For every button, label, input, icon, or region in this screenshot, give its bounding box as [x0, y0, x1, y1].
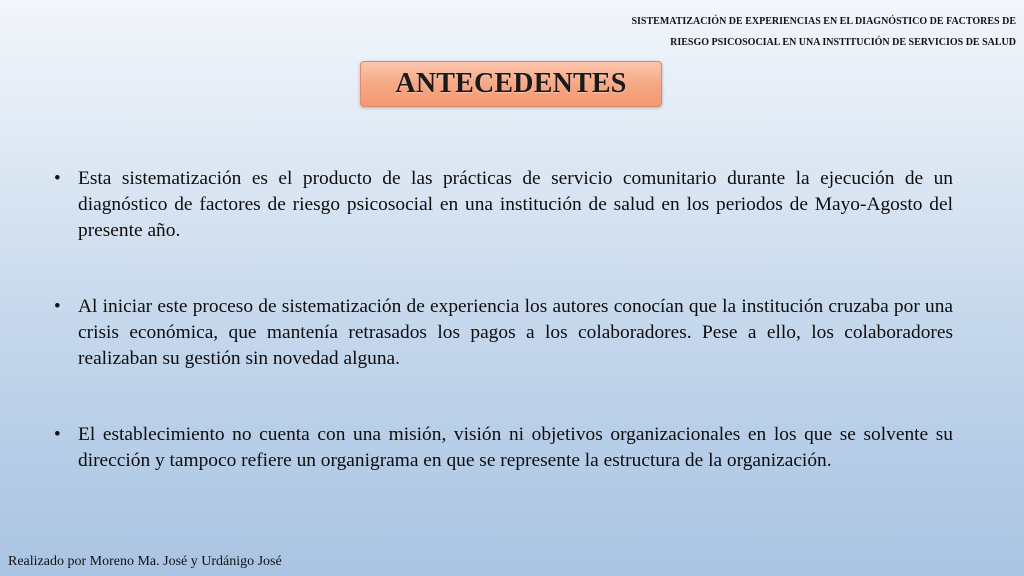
- bullet-dot-icon: •: [54, 168, 61, 189]
- bullet-text: Al iniciar este proceso de sistematización de experiencia los autores conocían que la institución cruzaba por una crisis económica, que mantenía retrasados los pagos a los colaboradores. Pese a ello, los colaboradores realizaban su gestión sin novedad alguna.: [78, 296, 953, 369]
- bullet-text: El establecimiento no cuenta con una misión, visión ni objetivos organizacionales en los que se solvente su dirección y tampoco refiere un organigrama en que se represente la estructura de la organización.: [78, 424, 953, 471]
- slide-title: ANTECEDENTES: [395, 68, 627, 99]
- bullet-dot-icon: •: [54, 424, 61, 445]
- footer-credits: Realizado por Moreno Ma. José y Urdánigo José: [8, 554, 282, 569]
- header-line-1: SISTEMATIZACIÓN DE EXPERIENCIAS EN EL DIAGNÓSTICO DE FACTORES DE: [631, 16, 1016, 27]
- bullet-list: [52, 166, 953, 474]
- slide-header: [456, 11, 1016, 53]
- bullet-dot-icon: •: [54, 296, 61, 317]
- bullet-text: Esta sistematización es el producto de las prácticas de servicio comunitario durante la ejecución de un diagnóstico de factores de riesgo psicosocial en una institución de salud en los periodos de Mayo-Agosto del presente año.: [78, 168, 953, 241]
- bullet-item: [52, 294, 953, 372]
- bullet-item: [52, 166, 953, 244]
- header-line-2: RIESGO PSICOSOCIAL EN UNA INSTITUCIÓN DE SERVICIOS DE SALUD: [670, 37, 1016, 48]
- bullet-item: [52, 422, 953, 474]
- title-box: [360, 61, 662, 107]
